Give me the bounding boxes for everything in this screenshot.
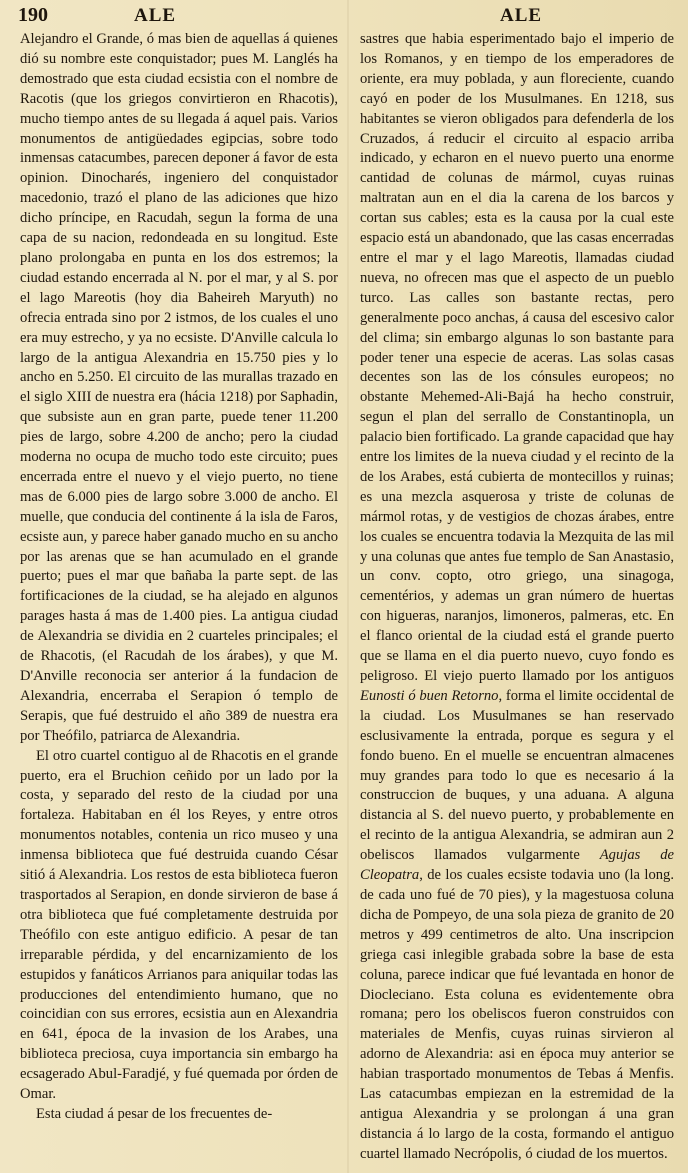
left-running-head: ALE [134, 5, 177, 26]
right-text-part-b: , forma el limite occidental de la ciudad. Los Musulmanes se han reservado esclusivamente la entrada, porque es segura y el fondo bueno. En el muelle se encuentran almacenes muy grandes para todo lo que es necesario á la construccion de buques, y una aduana. A alguna distancia al S. del nuevo puerto, y probablemente en el recinto de la antigua Alexandria, se admiran aun 2 obeliscos llamados vulgarmente [360, 687, 674, 864]
right-running-head: ALE [500, 5, 543, 26]
right-text-column [360, 30, 674, 1170]
left-paragraph-2: El otro cuartel contiguo al de Rhacotis en el grande puerto, era el Bruchion ceñido por un lado por la costa, y separado del resto de la ciudad por una fortaleza. Habitaban en él los Reyes, y entre otros monumentos notables, contenia un rico museo y una inmensa biblioteca que fué destruida cuando César sitió á Alexandria. Los restos de esta biblioteca fueron trasportados al Serapion, en donde sirvieron de base á otra biblioteca que fué completamente destruida por Theófilo con este antiguo edificio. A pesar de tan irreparable pérdida, y del encarnizamiento de los estupidos y fanáticos Arrianos para aniquilar todas las producciones del entendimiento humano, que no coincidian con sus errores, ecsistia aun en Alexandria en 641, época de la invasion de los Arabes, una biblioteca preciosa, cuya importancia sin embargo ha ecsagerado Abul-Faradjé, y fué quemada por órden de Omar. [20, 747, 338, 1103]
right-paragraph-1 [360, 30, 674, 1165]
running-header [0, 4, 688, 28]
left-text-column [20, 30, 338, 1170]
page-number: 190 [18, 4, 48, 26]
column-gutter [347, 0, 349, 1173]
left-paragraph-1: Alejandro el Grande, ó mas bien de aquellas á quienes dió su nombre este conquistador; pues M. Langlés ha demostrado que esta ciudad ecsistia con el nombre de Racotis (que los griegos convirtieron en Rhacotis), mucho tiempo antes de su llegada á aquel pais. Varios monumentos de antigüedades egipcias, sobre todo inmensas catacumbes, parecen deponer á favor de esta opinion. Dinocharés, ingeniero del conquistador macedonio, trazó el plano de las adiciones que hizo dicho príncipe, en Racudah, segun la forma de una capa de su nacion, redondeada en su longitud. Este plano prolongaba en punta en los dos estremos; la ciudad estando encerrada al N. por el mar, y al S. por el lago Mareotis (hoy dia Baheireh Maryuth) no ofrecia entrada sino por 2 istmos, de los cuales el uno era muy estrecho, y ya no ecsiste. D'Anville calcula lo largo de la antigua Alexandria en 15.750 pies y lo ancho en 5.250. El circuito de las murallas trazado en el siglo XIII de nuestra era (hácia 1218) por Saphadin, que subsiste aun en gran parte, puede tener 11.200 pies de largo, sobre 4.200 de ancho; pero la ciudad moderna no ocupa de mucho todo este circuito; pues encerrada entre el nuevo y el viejo puerto, no tiene mas de 6.000 pies de largo sobre 3.000 de ancho. El muelle, que conducia del continente á la isla de Faros, ecsiste aun, y parece haber ganado mucho en su ancho por las arenas que se han acumulado en el grande puerto; pues el mar que bañaba la parte sept. de las fortificaciones de la ciudad, se ha alejado en algunos parages hasta á mas de 1.400 pies. La antigua ciudad de Alexandria se dividia en 2 cuarteles principales; el de Rhacotis, (el Racudah de los árabes), y que M. D'Anville reconocia ser anterior á la fundacion de Alexandria, encerraba el Serapion ó templo de Serapis, que fué destruido el año 389 de nuestra era por Theófilo, patriarca de Alexandria. [20, 31, 338, 744]
left-paragraph-3: Esta ciudad á pesar de los frecuentes de- [36, 1105, 273, 1122]
eunosti-italic: Eunosti ó buen Retorno [360, 687, 499, 704]
right-text-part-a: sastres que habia esperimentado bajo el imperio de los Romanos, y en tiempo de los emperadores de oriente, era muy poblada, y aun floreciente, cuando cayó en poder de los Musulmanes. En 1218, sus habitantes se vieron obligados para defenderla de los Cruzados, á reducir el circuito al espacio arriba indicado, y echaron en el nuevo puerto una enorme cantidad de colunas de mármol, cuyas ruinas maltratan aun en el dia la carena de los barcos y cortan sus cables; esta es la causa por la cual este espacio está un abandonado, que las casas encerradas entre el mar y el lago Mareotis, llamadas ciudad nueva, no ofrecen mas que el aspecto de un pueblo turco. Las calles son bastante rectas, pero generalmente poco anchas, á causa del escesivo calor del clima; sin embargo algunas lo son bastante para poder tener una especie de aceras. Las solas casas decentes son las de los cónsules europeos; no obstante Mehemed-Ali-Bajá ha hecho construir, segun el plan del serrallo de Constantinopla, un palacio bien fortificado. La grande capacidad que hay entre los limites de la nueva ciudad y el recinto de la de los Arabes, está cubierta de montecillos y ruinas; es una mezcla asquerosa y triste de colunas de mármol rotas, y de vestigios de chozas árabes, entre los cuales se encuentra todavia la Mezquita de las mil y una colunas que antes fue templo de San Anastasio, un conv. copto, otro griego, una sinagoga, cementérios, y ademas un gran número de huertas con higueras, naranjos, limoneros, palmeras, etc. En el flanco oriental de la ciudad está el grande puerto que se llama en el dia puerto nuevo, cuyo fondo es peligroso. El viejo puerto llamado por los antiguos [360, 31, 674, 684]
agujas-italic: Agujas de Cleopatra [360, 847, 674, 884]
right-text-part-c: , de los cuales ecsiste todavia uno (la long. de cada uno fué de 70 pies), y la magestuosa coluna dicha de Pompeyo, de una sola pieza de granito de 20 metros y 499 centimetros de alto. Una inscripcion griega casi inlegible grabada sobre la base de esta coluna, parece indicar que fué levantada en honor de Diocleciano. Esta coluna es evidentemente obra romana; pero los obeliscos fueron construidos con materiales de Menfis, cuyas ruinas sirvieron al adorno de Alexandria: asi en época muy anterior se habian trasportado monumentos de Tebas á Menfis. Las catacumbas empiezan en la estremidad de la antigua Alexandria y se prolongan á una gran distancia á lo largo de la costa, formando el antiguo cuartel llamado Necrópolis, ó ciudad de los muertos. [360, 867, 674, 1162]
